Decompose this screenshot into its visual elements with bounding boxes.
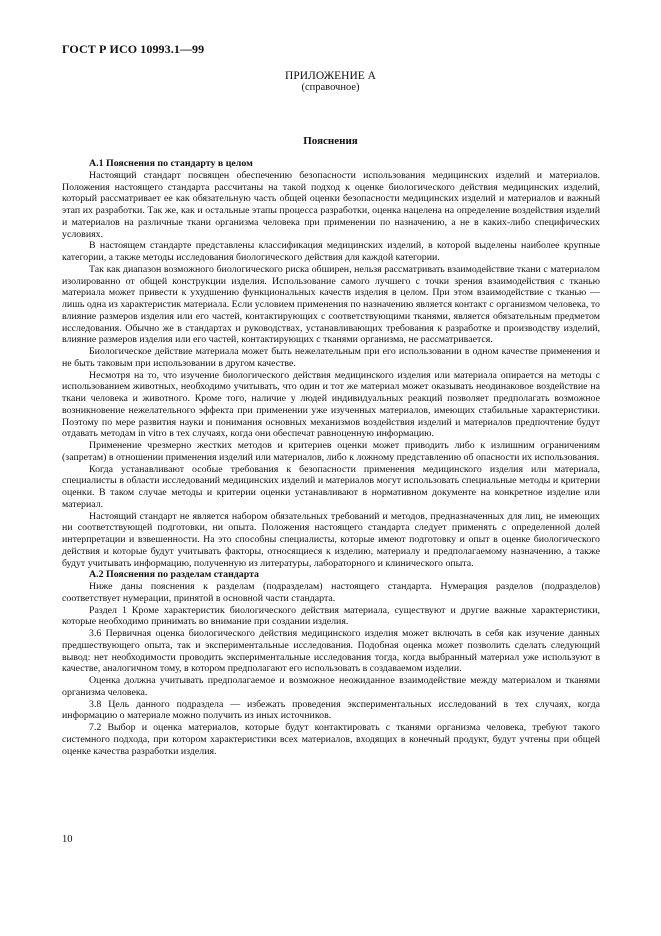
subsection-heading-a1: А.1 Пояснения по стандарту в целом	[89, 158, 253, 169]
paragraph: Применение чрезмерно жестких методов и критериев оценки может приводить либо к излишним ограничениям (запретам) в отношении применения изделий или материалов, либо к ложному представлению об опасности их использования.	[62, 440, 600, 463]
appendix-title: ПРИЛОЖЕНИЕ А	[285, 70, 376, 82]
standard-designation: ГОСТ Р ИСО 10993.1—99	[62, 42, 205, 56]
paragraph: Когда устанавливают особые требования к безопасности применения медицинского изделия или материала, специалисты в области исследований медицинских изделий и материалов могут использовать специальные методы и критерии оценки. В таком случае методы и критерии оценки устанавливают в нормативном документе на конкретное изделие или материал.	[62, 463, 600, 510]
appendix-note: (справочное)	[301, 82, 360, 93]
paragraph: 3.6 Первичная оценка биологического действия медицинского изделия может включать в себя как изучение данных предшествующего опыта, так и экспериментальные исследования. Подобная оценка может позволить сделать следующий вывод: нет необходимости проводить экспериментальные исследования тогда, когда выбранный материал уже используют в качестве, аналогичном тому, в котором предполагают его использовать в создаваемом изделии.	[62, 628, 600, 675]
paragraph: 3.8 Цель данного подраздела — избежать проведения экспериментальных исследований в тех случаях, когда информацию о материале можно получить из иных источников.	[62, 698, 600, 722]
document-body	[62, 158, 600, 757]
page-number: 10	[62, 834, 73, 845]
paragraph: Настоящий стандарт посвящен обеспечению безопасности использования медицинских изделий и материалов. Положения настоящего стандарта рассчитаны на такой подход к оценке биологического действия медицинских изделий, который рассматривает ее как обязательную часть общей оценки безопасности медицинских изделий и материалов и важный этап их разработки. Так же, как и остальные этапы процесса разработки, оценка нацелена на определение воздействия изделий и материалов на различные ткани организма человека при применении по назначению, а не в каких-либо специфических условиях.	[62, 169, 600, 240]
subsection-heading-a2: А.2 Пояснения по разделам стандарта	[89, 569, 259, 581]
paragraph: В настоящем стандарте представлены классификация медицинских изделий, в которой выделены наиболее крупные категории, а также методы исследования биологического действия для каждой категории.	[62, 240, 600, 263]
paragraph: Так как диапазон возможного биологического риска обширен, нельзя рассматривать взаимодействие ткани с материалом изолированно от общей конструкции изделия. Использование самого лучшего с точки зрения взаимодействия с тканью материала может привести к ухудшению функциональных качеств изделия в целом. При этом взаимодействие с тканью — лишь одна из характеристик материала. Если условием применения по назначению является контакт с организмом человека, то влияние размеров изделия или его частей, контактирующих с соответствующими тканями, является обязательным предметом исследования. Обычно же в стандартах и руководствах, устанавливающих требования к разработке и производству изделий, влияние размеров изделия или его частей, контактирующих с тканями организма, не рассматривается.	[62, 263, 600, 346]
appendix-header	[0, 70, 661, 94]
paragraph: Настоящий стандарт не является набором обязательных требований и методов, предназначенных для лиц, не имеющих ни соответствующей подготовки, ни опыта. Положения настоящего стандарта следует применять с определенной долей интерпретации и взвешенности. На это способны специалисты, которые имеют подготовку и опыт в оценке биологического действия и которые будут учитывать факторы, относящиеся к изделию, материалу и предполагаемому назначению, а также будут учитывать информацию, полученную из литературы, лабораторного и клинического опыта.	[62, 510, 600, 569]
section-title: Пояснения	[303, 135, 358, 147]
paragraph: 7.2 Выбор и оценка материалов, которые будут контактировать с тканями организма человека, требуют такого системного подхода, при котором характеристики всех материалов, входящих в конечный продукт, будут учтены при общей оценке качества разработки изделия.	[62, 722, 600, 757]
paragraph: Оценка должна учитывать предполагаемое и возможное неожиданное взаимодействие между материалом и тканями организма человека.	[62, 675, 600, 698]
paragraph: Раздел 1 Кроме характеристик биологического действия материала, существуют и другие важные характеристики, которые необходимо принимать во внимание при создании изделия.	[62, 604, 600, 628]
paragraph: Биологическое действие материала может быть нежелательным при его использовании в одном качестве применения и не быть таковым при использовании в другом качестве.	[62, 346, 600, 369]
paragraph: Ниже даны пояснения к разделам (подразделам) настоящего стандарта. Нумерация разделов (подразделов) соответствует нумерации, принятой в основной части стандарта.	[62, 581, 600, 604]
paragraph: Несмотря на то, что изучение биологического действия медицинского изделия или материала опирается на методы с использованием животных, необходимо учитывать, что один и тот же материал может оказывать неодинаковое воздействие на ткани человека и животного. Кроме того, наличие у людей индивидуальных реакций позволяет предполагать возможное возникновение нежелательного эффекта при применении уже изученных материалов, имеющих стабильные характеристики. Поэтому по мере развития науки и понимания основных механизмов воздействия изделий и материалов предпочтение будут отдавать методам in vitro в тех случаях, когда они обеспечат равноценную информацию.	[62, 369, 600, 440]
